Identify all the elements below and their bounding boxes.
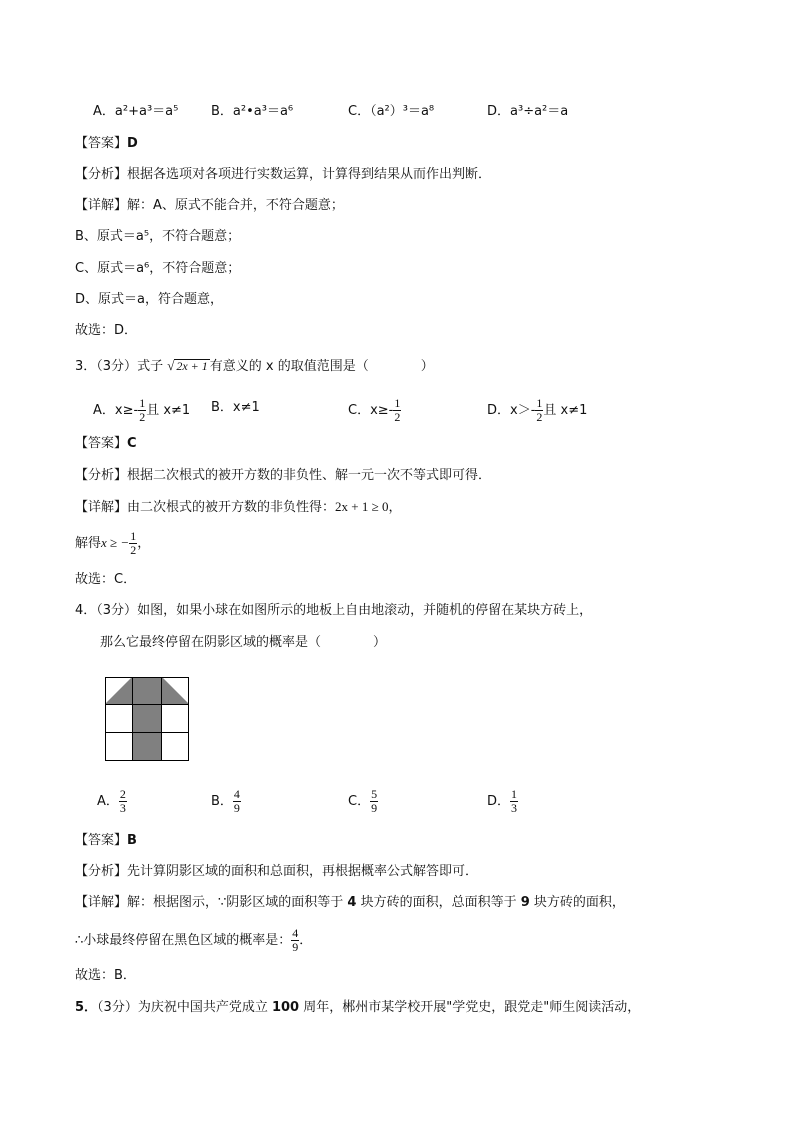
q4-option-d: D． $\frac{1}{3}$ xyxy=(487,787,518,815)
q4-option-b: B． $\frac{4}{9}$ xyxy=(211,787,240,815)
shaded-arrow-region xyxy=(105,677,189,761)
q4-stem-line1: 4．（3分）如图，如果小球在如图所示的地板上自由地滚动，并随机的停留在某块方砖上， xyxy=(75,603,593,618)
q2-option-d: D．a³÷a²＝a xyxy=(487,104,569,119)
q2-choose: 故选：D． xyxy=(75,323,138,338)
q2-detail: 【详解】解：A、原式不能合并，不符合题意； xyxy=(75,198,344,213)
q4-analysis: 【分析】先计算阴影区域的面积和总面积，再根据概率公式解答即可． xyxy=(75,864,479,879)
q2-answer: 【答案】D xyxy=(75,136,138,151)
q2-option-b: B．a²•a³＝a⁶ xyxy=(211,104,294,119)
q2-analysis: 【分析】根据各选项对各项进行实数运算，计算得到结果从而作出判断． xyxy=(75,167,492,182)
q4-choose: 故选：B． xyxy=(75,968,136,983)
q4-option-a: A． $\frac{2}{3}$ xyxy=(97,787,126,815)
q3-option-c: C．x≥- $\frac{1}{2}$ xyxy=(348,396,401,424)
tile-floor-figure xyxy=(105,677,191,763)
q3-option-d: D．x＞- $\frac{1}{2}$ 且 x≠1 xyxy=(487,396,588,424)
q3-choose: 故选：C． xyxy=(75,572,137,587)
q2-option-c: C．（a²）³＝a⁸ xyxy=(348,104,435,119)
sqrt-expression: √ 2x + 1 xyxy=(167,358,208,373)
q4-stem-line2: 那么它最终停留在阴影区域的概率是（ ） xyxy=(100,635,387,650)
q4-option-c: C． $\frac{5}{9}$ xyxy=(348,787,378,815)
q3-analysis: 【分析】根据二次根式的被开方数的非负性、解一元一次不等式即可得． xyxy=(75,468,492,483)
q2-detail-d: D、原式＝a，符合题意， xyxy=(75,292,223,307)
q4-answer: 【答案】B xyxy=(75,833,137,848)
q4-detail: 【详解】解：根据图示，∵阴影区域的面积等于 4 块方砖的面积，总面积等于 9 块方砖的面积， xyxy=(75,895,625,910)
q5-stem: 5．（3分）为庆祝中国共产党成立 100 周年，郴州市某学校开展"学党史，跟党走"师生阅读活动， xyxy=(75,1000,641,1015)
q3-stem: 3．（3分）式子 √ 2x + 1 有意义的 x 的取值范围是（ ） xyxy=(75,358,434,374)
q3-option-a: A．x≥- $\frac{1}{2}$ 且 x≠1 xyxy=(93,396,191,424)
q3-answer: 【答案】C xyxy=(75,436,137,451)
q3-solve: 解得x ≥ − $\frac{1}{2}$ ， xyxy=(75,529,151,557)
q2-option-a: A．a²+a³＝a⁵ xyxy=(93,104,179,119)
q3-detail: 【详解】由二次根式的被开方数的非负性得：2x + 1 ≥ 0， xyxy=(75,499,402,515)
q2-detail-c: C、原式＝a⁶，不符合题意； xyxy=(75,261,241,276)
q4-probability: ∴小球最终停留在黑色区域的概率是： $\frac{4}{9}$ ． xyxy=(75,926,313,954)
q2-detail-b: B、原式＝a⁵，不符合题意； xyxy=(75,229,241,244)
q3-option-b: B．x≠1 xyxy=(211,400,260,415)
